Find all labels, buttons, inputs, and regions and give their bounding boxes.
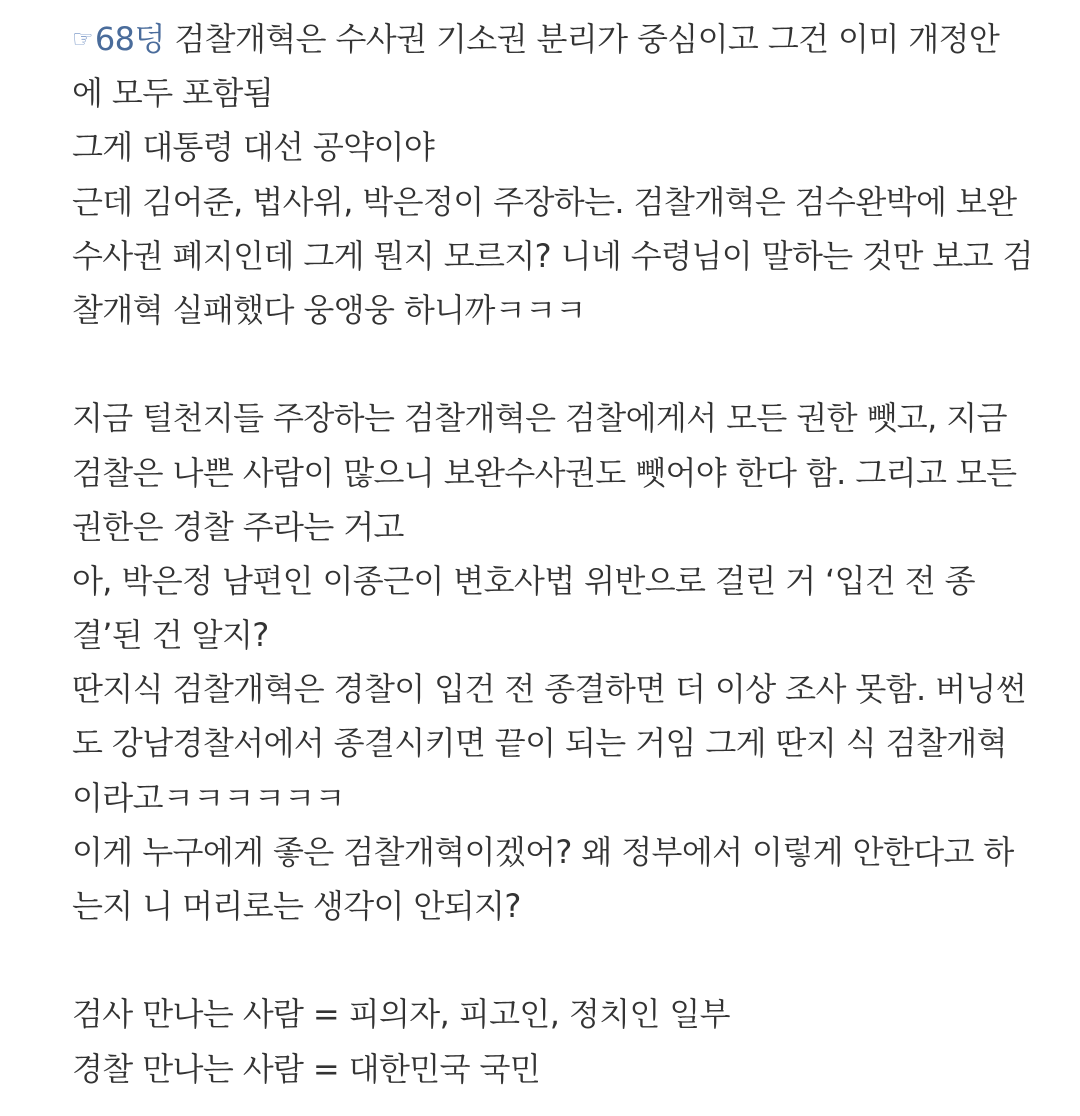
pointing-hand-icon: ☞ — [72, 25, 93, 53]
comment-line-1-2: 권한은 경찰 주라는 거고 — [72, 507, 404, 546]
comment-text: 검찰개혁은 수사권 기소권 분리가 중심이고 그건 이미 개정안 — [174, 20, 1000, 58]
comment-body — [72, 12, 1052, 1096]
comment-line-0-2: 그게 대통령 대선 공약이야 — [72, 128, 435, 167]
comment-line-0-4: 수사권 폐지인데 그게 뭔지 모르지? 니네 수령님이 말하는 것만 보고 검 — [72, 236, 1033, 275]
comment-line-0-1: 에 모두 포함됨 — [72, 74, 274, 113]
comment-line-1-3: 아, 박은정 남편인 이종근이 변호사법 위반으로 걸린 거 ‘입건 전 종 — [72, 561, 975, 600]
comment-line-2-0: 검사 만나는 사람 = 피의자, 피고인, 정치인 일부 — [72, 995, 730, 1034]
comment-line-1-4: 결’된 건 알지? — [72, 616, 269, 655]
paragraph-gap — [72, 933, 1052, 987]
comment-line-0-3: 근데 김어준, 법사위, 박은정이 주장하는. 검찰개혁은 검수완박에 보완 — [72, 182, 1017, 221]
comment-line-1-1: 검찰은 나쁜 사람이 많으니 보완수사권도 뺏어야 한다 함. 그리고 모든 — [72, 453, 1017, 492]
comment-line-1-9: 는지 니 머리로는 생각이 안되지? — [72, 887, 521, 925]
comment-line-1-6: 도 강남경찰서에서 종결시키면 끝이 되는 거임 그게 딴지 식 검찰개혁 — [72, 724, 1007, 763]
comment-line-1-8: 이게 누구에게 좋은 검찰개혁이겠어? 왜 정부에서 이렇게 안한다고 하 — [72, 832, 1014, 871]
comment-line-1-5: 딴지식 검찰개혁은 경찰이 입건 전 종결하면 더 이상 조사 못함. 버닝썬 — [72, 670, 1027, 709]
reply-mention[interactable] — [72, 20, 174, 58]
comment-line-1-0: 지금 털천지들 주장하는 검찰개혁은 검찰에게서 모든 권한 뺏고, 지금 — [72, 399, 1007, 438]
comment-line-1-7: 이라고ㅋㅋㅋㅋㅋㅋ — [72, 778, 345, 817]
reply-mention-name[interactable]: 68덩 — [94, 20, 165, 58]
comment-line-2-1: 경찰 만나는 사람 = 대한민국 국민 — [72, 1049, 541, 1088]
comment-line-0-5: 찰개혁 실패했다 웅앵웅 하니까ㅋㅋㅋ — [72, 290, 586, 329]
comment-line-0-0 — [72, 12, 1052, 66]
paragraph-gap — [72, 337, 1052, 391]
